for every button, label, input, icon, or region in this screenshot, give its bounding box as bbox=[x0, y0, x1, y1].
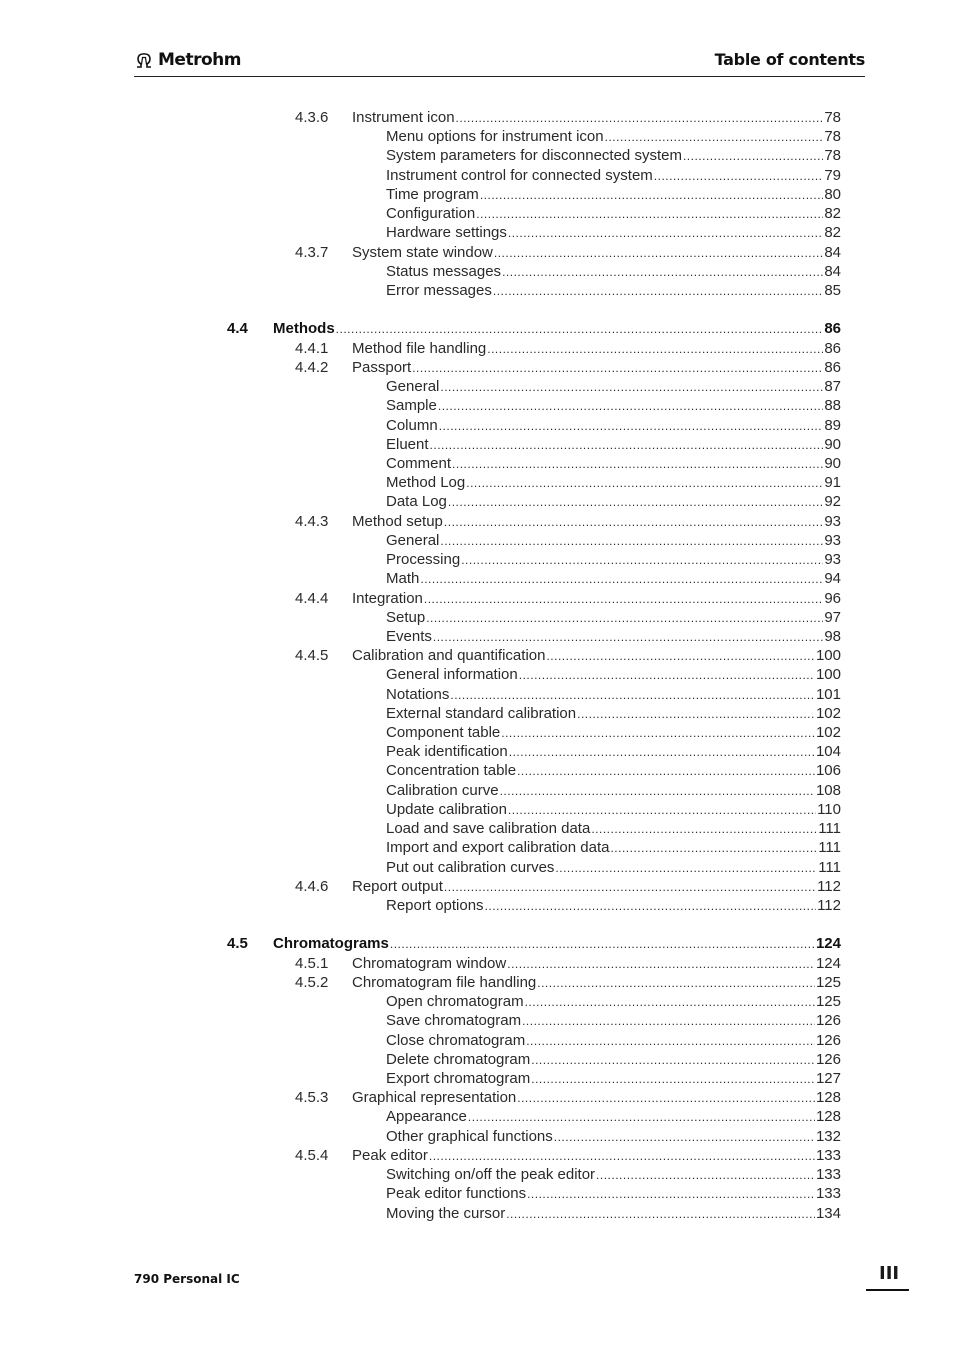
toc-entry[interactable] bbox=[386, 1128, 841, 1147]
dot-leader bbox=[390, 937, 815, 951]
toc-entry-title: Setup bbox=[386, 609, 426, 626]
toc-entry-title: Events bbox=[386, 628, 432, 645]
toc-entry-title: Graphical representation bbox=[352, 1089, 517, 1106]
toc-entry[interactable] bbox=[386, 628, 841, 647]
toc-entry-page: 125 bbox=[815, 974, 841, 991]
toc-entry[interactable] bbox=[386, 570, 841, 589]
toc-entry[interactable] bbox=[386, 455, 841, 474]
toc-entry-title: Method file handling bbox=[352, 340, 487, 357]
dot-leader bbox=[683, 149, 823, 163]
toc-entry[interactable] bbox=[386, 705, 841, 724]
toc-entry[interactable] bbox=[386, 436, 841, 455]
dot-leader bbox=[456, 111, 824, 125]
dot-leader bbox=[429, 1149, 815, 1163]
toc-entry-page: 88 bbox=[824, 397, 841, 414]
product-name: 790 Personal IC bbox=[134, 1272, 240, 1286]
toc-entry-number: 4.4.3 bbox=[295, 513, 329, 530]
toc-entry-title: Import and export calibration data bbox=[386, 839, 610, 856]
dot-leader bbox=[336, 322, 824, 336]
dot-leader bbox=[537, 976, 815, 990]
toc-entry-page: 102 bbox=[815, 705, 841, 722]
logo-text: Metrohm bbox=[158, 50, 241, 70]
toc-entry-number: 4.5.2 bbox=[295, 974, 329, 991]
toc-entry-title: Column bbox=[386, 417, 438, 434]
toc-entry-title: Comment bbox=[386, 455, 452, 472]
toc-entry-page: 78 bbox=[824, 147, 841, 164]
toc-entry-page: 101 bbox=[815, 686, 841, 703]
toc-entry[interactable] bbox=[386, 167, 841, 186]
toc-entry-page: 86 bbox=[824, 359, 841, 376]
toc-entry-title: Configuration bbox=[386, 205, 476, 222]
toc-entry[interactable] bbox=[386, 743, 841, 762]
toc-entry-title: General information bbox=[386, 666, 518, 683]
dot-leader bbox=[444, 880, 816, 894]
toc-entry-title: Notations bbox=[386, 686, 450, 703]
toc-entry-page: 125 bbox=[815, 993, 841, 1010]
toc-entry[interactable] bbox=[386, 839, 841, 858]
dot-leader bbox=[591, 822, 817, 836]
dot-leader bbox=[440, 534, 823, 548]
toc-entry[interactable] bbox=[386, 186, 841, 205]
dot-leader bbox=[480, 188, 824, 202]
toc-entry[interactable] bbox=[386, 147, 841, 166]
toc-entry-title: Delete chromatogram bbox=[386, 1051, 531, 1068]
toc-entry-title: Methods bbox=[273, 320, 335, 337]
dot-leader bbox=[654, 169, 824, 183]
toc-entry-title: Eluent bbox=[386, 436, 429, 453]
toc-entry-page: 133 bbox=[815, 1147, 841, 1164]
dot-leader bbox=[485, 899, 817, 913]
toc-entry-page: 133 bbox=[815, 1166, 841, 1183]
toc-entry-page: 102 bbox=[815, 724, 841, 741]
toc-entry-title: Other graphical functions bbox=[386, 1128, 553, 1145]
toc-entry-title: Load and save calibration data bbox=[386, 820, 591, 837]
dot-leader bbox=[468, 1110, 815, 1124]
toc-entry[interactable] bbox=[386, 762, 841, 781]
toc-entry[interactable] bbox=[386, 493, 841, 512]
dot-leader bbox=[493, 284, 823, 298]
dot-leader bbox=[525, 995, 815, 1009]
toc-entry-page: 100 bbox=[815, 666, 841, 683]
dot-leader bbox=[555, 861, 817, 875]
metrohm-logo bbox=[134, 50, 241, 70]
toc-entry-title: Instrument control for connected system bbox=[386, 167, 653, 184]
toc-entry[interactable] bbox=[227, 935, 841, 954]
toc-entry-title: Close chromatogram bbox=[386, 1032, 526, 1049]
toc-entry[interactable] bbox=[386, 666, 841, 685]
toc-entry-page: 78 bbox=[824, 109, 841, 126]
toc-entry-page: 110 bbox=[817, 801, 841, 818]
toc-entry-title: Data Log bbox=[386, 493, 447, 510]
toc-entry[interactable] bbox=[386, 1185, 841, 1204]
toc-entry[interactable] bbox=[386, 474, 841, 493]
toc-entry[interactable] bbox=[386, 205, 841, 224]
toc-entry-number: 4.5.1 bbox=[295, 955, 329, 972]
toc-entry-page: 90 bbox=[824, 455, 841, 472]
dot-leader bbox=[605, 130, 824, 144]
toc-entry[interactable] bbox=[386, 686, 841, 705]
toc-entry[interactable] bbox=[386, 417, 841, 436]
toc-entry-page: 124 bbox=[815, 955, 841, 972]
toc-entry[interactable] bbox=[386, 128, 841, 147]
toc-entry-title: Error messages bbox=[386, 282, 492, 299]
toc-entry-page: 82 bbox=[824, 224, 841, 241]
toc-entry[interactable] bbox=[295, 647, 841, 666]
toc-entry-page: 126 bbox=[815, 1012, 841, 1029]
toc-entry-page: 93 bbox=[824, 551, 841, 568]
toc-entry-title: System state window bbox=[352, 244, 493, 261]
toc-entry-page: 133 bbox=[815, 1185, 841, 1202]
toc-entry-number: 4.4.6 bbox=[295, 878, 329, 895]
toc-entry-page: 106 bbox=[815, 762, 841, 779]
toc-entry-title: Report options bbox=[386, 897, 484, 914]
page-title: Table of contents bbox=[714, 50, 865, 69]
toc-entry-title: Passport bbox=[352, 359, 412, 376]
toc-entry[interactable] bbox=[386, 551, 841, 570]
toc-entry-title: System parameters for disconnected system bbox=[386, 147, 682, 164]
dot-leader bbox=[440, 380, 823, 394]
toc-entry-title: Appearance bbox=[386, 1108, 467, 1125]
toc-entry-page: 111 bbox=[818, 839, 841, 856]
dot-leader bbox=[487, 342, 823, 356]
toc-entry-title: Instrument icon bbox=[352, 109, 455, 126]
toc-entry[interactable] bbox=[295, 340, 841, 359]
toc-entry[interactable] bbox=[386, 782, 841, 801]
toc-entry[interactable] bbox=[386, 1012, 841, 1031]
toc-entry[interactable] bbox=[386, 993, 841, 1012]
toc-entry-title: Switching on/off the peak editor bbox=[386, 1166, 596, 1183]
dot-leader bbox=[610, 841, 817, 855]
omega-icon bbox=[134, 51, 154, 69]
toc-entry-title: Chromatograms bbox=[273, 935, 389, 952]
toc-entry-page: 86 bbox=[824, 320, 841, 337]
page-number: III bbox=[866, 1263, 909, 1291]
toc-entry-title: Hardware settings bbox=[386, 224, 507, 241]
toc-entry-title: Menu options for instrument icon bbox=[386, 128, 604, 145]
toc-entry-page: 112 bbox=[817, 897, 841, 914]
toc-entry-title: Sample bbox=[386, 397, 437, 414]
toc-entry-title: Math bbox=[386, 570, 420, 587]
dot-leader bbox=[507, 957, 815, 971]
toc-entry-number: 4.4.4 bbox=[295, 590, 329, 607]
toc-entry[interactable] bbox=[386, 1032, 841, 1051]
toc-entry-number: 4.4.2 bbox=[295, 359, 329, 376]
toc-entry-number: 4.3.7 bbox=[295, 244, 329, 261]
dot-leader bbox=[476, 207, 823, 221]
dot-leader bbox=[526, 1034, 815, 1048]
toc-entry-title: Chromatogram file handling bbox=[352, 974, 537, 991]
toc-entry[interactable] bbox=[386, 820, 841, 839]
dot-leader bbox=[450, 688, 815, 702]
toc-entry-page: 82 bbox=[824, 205, 841, 222]
dot-leader bbox=[452, 457, 823, 471]
toc-entry-number: 4.4.1 bbox=[295, 340, 329, 357]
toc-entry-page: 127 bbox=[815, 1070, 841, 1087]
toc-entry-page: 93 bbox=[824, 513, 841, 530]
toc-entry-title: Status messages bbox=[386, 263, 502, 280]
dot-leader bbox=[466, 476, 823, 490]
dot-leader bbox=[494, 246, 823, 260]
toc-entry-number: 4.5.4 bbox=[295, 1147, 329, 1164]
toc-entry[interactable] bbox=[386, 1051, 841, 1070]
toc-entry-page: 128 bbox=[815, 1108, 841, 1125]
dot-leader bbox=[448, 495, 823, 509]
toc-entry-title: Calibration curve bbox=[386, 782, 499, 799]
dot-leader bbox=[412, 361, 823, 375]
toc-entry-title: Update calibration bbox=[386, 801, 507, 818]
toc-entry-page: 108 bbox=[815, 782, 841, 799]
toc-entry-page: 84 bbox=[824, 263, 841, 280]
toc-entry-number: 4.3.6 bbox=[295, 109, 329, 126]
dot-leader bbox=[531, 1072, 815, 1086]
toc-entry[interactable] bbox=[386, 224, 841, 243]
toc-entry-title: Peak identification bbox=[386, 743, 508, 760]
dot-leader bbox=[517, 1091, 815, 1105]
toc-entry-number: 4.5.3 bbox=[295, 1089, 329, 1106]
toc-entry[interactable] bbox=[386, 263, 841, 282]
toc-entry-page: 91 bbox=[824, 474, 841, 491]
toc-entry-title: Component table bbox=[386, 724, 501, 741]
toc-entry-page: 124 bbox=[815, 935, 841, 952]
toc-entry-page: 104 bbox=[815, 743, 841, 760]
toc-entry[interactable] bbox=[386, 397, 841, 416]
toc-entry[interactable] bbox=[295, 590, 841, 609]
toc-entry[interactable] bbox=[386, 1166, 841, 1185]
toc-entry[interactable] bbox=[386, 282, 841, 301]
toc-entry-title: Moving the cursor bbox=[386, 1205, 506, 1222]
dot-leader bbox=[461, 553, 823, 567]
dot-leader bbox=[519, 668, 815, 682]
page-header bbox=[134, 46, 865, 77]
toc-entry[interactable] bbox=[227, 320, 841, 339]
toc-entry-page: 98 bbox=[824, 628, 841, 645]
toc-entry-page: 126 bbox=[815, 1051, 841, 1068]
toc-entry[interactable] bbox=[386, 378, 841, 397]
toc-entry-page: 89 bbox=[824, 417, 841, 434]
toc-entry-title: Method setup bbox=[352, 513, 443, 530]
toc-entry-title: Put out calibration curves bbox=[386, 859, 555, 876]
dot-leader bbox=[438, 399, 823, 413]
toc-entry-title: Report output bbox=[352, 878, 443, 895]
toc-entry-title: Export chromatogram bbox=[386, 1070, 531, 1087]
dot-leader bbox=[506, 1207, 815, 1221]
dot-leader bbox=[546, 649, 815, 663]
toc-entry-title: Integration bbox=[352, 590, 423, 607]
dot-leader bbox=[522, 1014, 815, 1028]
toc-entry[interactable] bbox=[386, 1205, 841, 1224]
toc-entry[interactable] bbox=[295, 955, 841, 974]
dot-leader bbox=[426, 611, 823, 625]
toc-entry-page: 96 bbox=[824, 590, 841, 607]
toc-entry-title: Save chromatogram bbox=[386, 1012, 522, 1029]
toc-entry-page: 97 bbox=[824, 609, 841, 626]
toc-entry-page: 90 bbox=[824, 436, 841, 453]
toc-entry-number: 4.4.5 bbox=[295, 647, 329, 664]
dot-leader bbox=[420, 572, 823, 586]
dot-leader bbox=[509, 745, 815, 759]
toc-entry-title: Open chromatogram bbox=[386, 993, 524, 1010]
toc-entry[interactable] bbox=[386, 801, 841, 820]
toc-entry-page: 79 bbox=[824, 167, 841, 184]
toc-entry[interactable] bbox=[295, 244, 841, 263]
toc-entry[interactable] bbox=[295, 1089, 841, 1108]
toc-entry-page: 126 bbox=[815, 1032, 841, 1049]
toc-entry-page: 100 bbox=[815, 647, 841, 664]
dot-leader bbox=[439, 419, 824, 433]
toc-entry-title: External standard calibration bbox=[386, 705, 577, 722]
toc-entry-page: 87 bbox=[824, 378, 841, 395]
toc-entry-page: 132 bbox=[815, 1128, 841, 1145]
toc-entry-title: Concentration table bbox=[386, 762, 517, 779]
toc-entry-page: 111 bbox=[818, 859, 841, 876]
dot-leader bbox=[527, 1187, 815, 1201]
toc-entry-title: Peak editor bbox=[352, 1147, 428, 1164]
dot-leader bbox=[517, 764, 815, 778]
dot-leader bbox=[596, 1168, 815, 1182]
dot-leader bbox=[554, 1130, 815, 1144]
toc-entry-page: 94 bbox=[824, 570, 841, 587]
toc-entry-page: 93 bbox=[824, 532, 841, 549]
toc-entry[interactable] bbox=[386, 609, 841, 628]
dot-leader bbox=[577, 707, 815, 721]
toc-entry[interactable] bbox=[295, 878, 841, 897]
dot-leader bbox=[502, 265, 823, 279]
toc-entry[interactable] bbox=[386, 532, 841, 551]
toc-entry-title: General bbox=[386, 378, 440, 395]
dot-leader bbox=[444, 515, 823, 529]
toc-entry-number: 4.4 bbox=[227, 320, 248, 337]
toc-entry-page: 112 bbox=[817, 878, 841, 895]
dot-leader bbox=[508, 226, 823, 240]
toc-entry-page: 111 bbox=[818, 820, 841, 837]
toc-entry[interactable] bbox=[386, 724, 841, 743]
toc-entry-page: 92 bbox=[824, 493, 841, 510]
toc-entry-page: 78 bbox=[824, 128, 841, 145]
toc-entry-title: Processing bbox=[386, 551, 461, 568]
toc-entry-number: 4.5 bbox=[227, 935, 248, 952]
dot-leader bbox=[430, 438, 824, 452]
toc-entry[interactable] bbox=[386, 1070, 841, 1089]
toc-entry-page: 84 bbox=[824, 244, 841, 261]
dot-leader bbox=[424, 592, 823, 606]
toc-entry-title: Calibration and quantification bbox=[352, 647, 546, 664]
toc-entry[interactable] bbox=[295, 974, 841, 993]
toc-entry-page: 80 bbox=[824, 186, 841, 203]
toc-entry-page: 128 bbox=[815, 1089, 841, 1106]
toc-entry[interactable] bbox=[295, 359, 841, 378]
toc-entry[interactable] bbox=[386, 859, 841, 878]
toc-entry-page: 85 bbox=[824, 282, 841, 299]
toc-entry-title: Chromatogram window bbox=[352, 955, 507, 972]
toc-entry-title: General bbox=[386, 532, 440, 549]
toc-entry[interactable] bbox=[295, 513, 841, 532]
dot-leader bbox=[500, 784, 815, 798]
toc-entry[interactable] bbox=[386, 1108, 841, 1127]
toc-entry[interactable] bbox=[295, 109, 841, 128]
dot-leader bbox=[433, 630, 823, 644]
toc-entry-page: 134 bbox=[815, 1205, 841, 1222]
toc-entry-title: Peak editor functions bbox=[386, 1185, 527, 1202]
dot-leader bbox=[501, 726, 815, 740]
toc-entry[interactable] bbox=[295, 1147, 841, 1166]
toc-entry-title: Method Log bbox=[386, 474, 466, 491]
toc-entry[interactable] bbox=[386, 897, 841, 916]
toc-entry-title: Time program bbox=[386, 186, 479, 203]
toc-entry-page: 86 bbox=[824, 340, 841, 357]
dot-leader bbox=[531, 1053, 815, 1067]
dot-leader bbox=[508, 803, 816, 817]
